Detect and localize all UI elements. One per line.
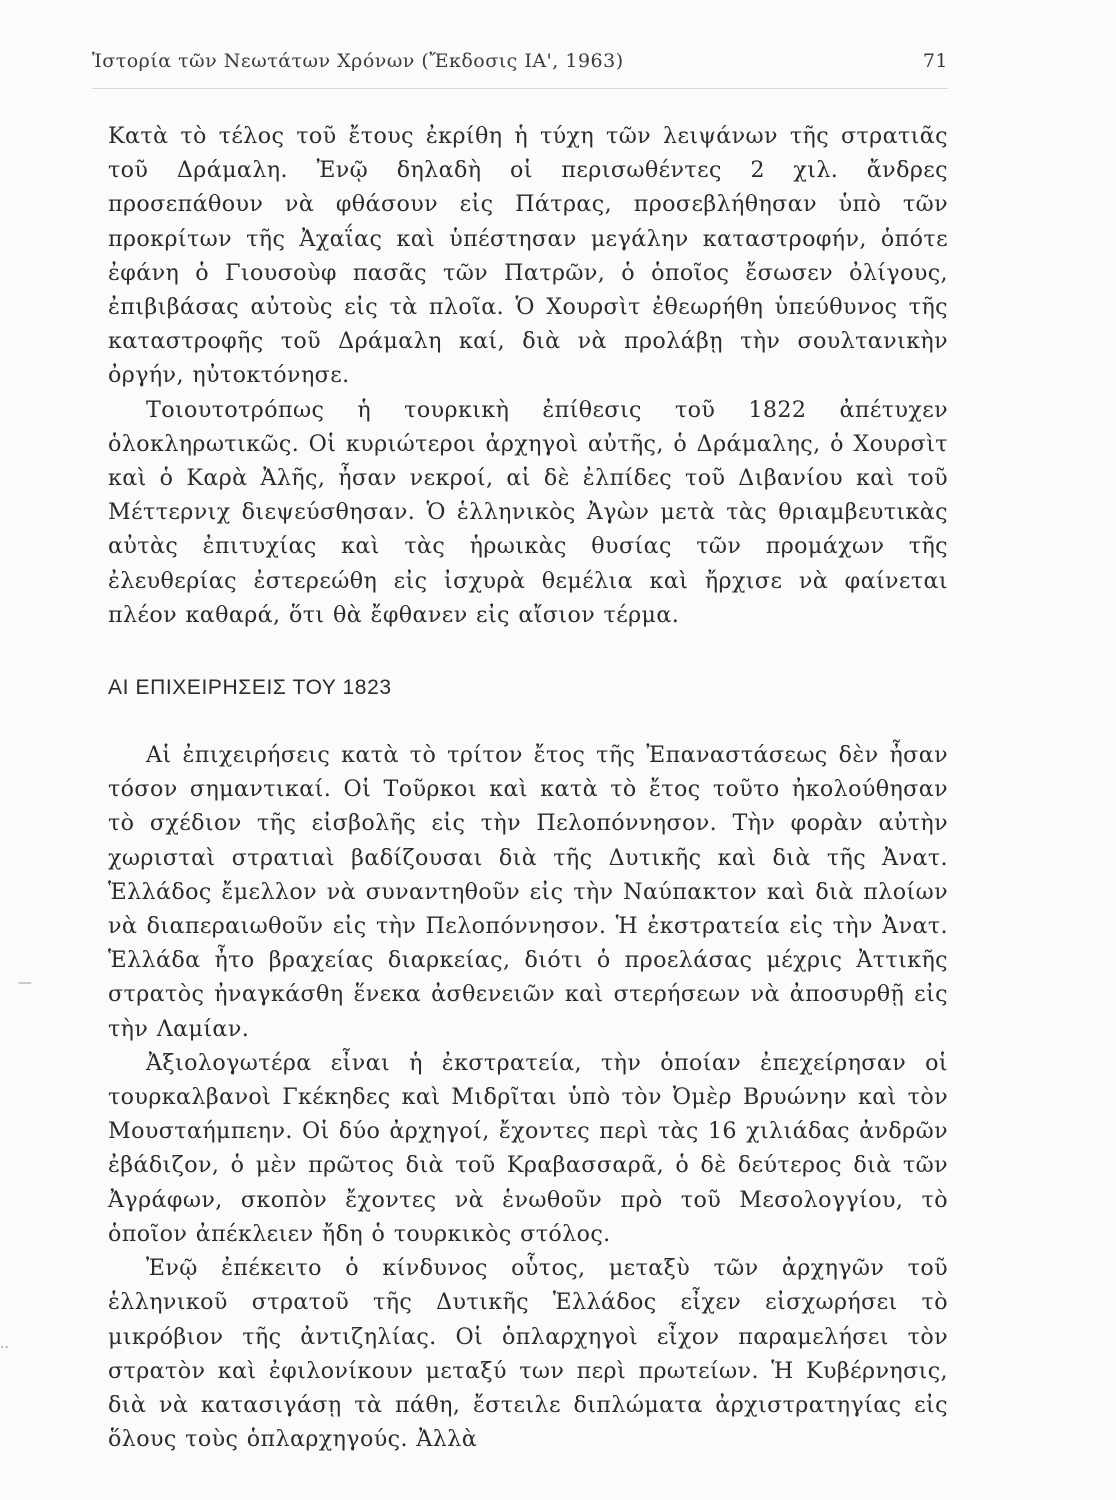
margin-dash: — <box>18 975 32 991</box>
running-header <box>92 50 948 80</box>
paragraph-4: Ἀξιολογωτέρα εἶναι ἡ ἐκστρατεία, τὴν ὁποίαν ἐπεχείρησαν οἱ τουρκαλβανοὶ Γκέκηδες καὶ Μιδρῖται ὑπὸ τὸν Ὀμὲρ Βρυώνην καὶ τὸν Μουσταήμπεην. Οἱ δύο ἀρχηγοί, ἔχοντες περὶ τὰς 16 χιλιάδας ἀνδρῶν ἐβάδιζον, ὁ μὲν πρῶτος διὰ τοῦ Κραβασσαρᾶ, ὁ δὲ δεύτερος διὰ τῶν Ἀγράφων, σκοπὸν ἔχοντες νὰ ἑνωθοῦν πρὸ τοῦ Μεσολογγίου, τὸ ὁποῖον ἀπέκλειεν ἤδη ὁ τουρκικὸς στόλος. <box>108 1049 948 1247</box>
body-text <box>108 119 948 1456</box>
page-number: 71 <box>922 50 948 72</box>
paragraph-1: Κατὰ τὸ τέλος τοῦ ἔτους ἐκρίθη ἡ τύχη τῶν λειψάνων τῆς στρατιᾶς τοῦ Δράμαλη. Ἐνῷ δηλαδὴ οἱ περισωθέντες 2 χιλ. ἄνδρες προσεπάθουν νὰ φθάσουν εἰς Πάτρας, προσεβλήθησαν ὑπὸ τῶν προκρίτων τῆς Ἀχαΐας καὶ ὑπέστησαν μεγάλην καταστροφήν, ὁπότε ἐφάνη ὁ Γιουσοὺφ πασᾶς τῶν Πατρῶν, ὁ ὁποῖος ἔσωσεν ὀλίγους, ἐπιβιβάσας αὐτοὺς εἰς τὰ πλοῖα. Ὁ Χουρσὶτ ἐθεωρήθη ὑπεύθυνος τῆς καταστροφῆς τοῦ Δράμαλη καί, διὰ νὰ προλάβῃ τὴν σουλτανικὴν ὀργήν, ηὐτοκτόνησε. <box>108 123 948 389</box>
paragraph-2: Τοιουτοτρόπως ἡ τουρκικὴ ἐπίθεσις τοῦ 1822 ἀπέτυχεν ὁλοκληρωτικῶς. Οἱ κυριώτεροι ἀρχηγοὶ αὐτῆς, ὁ Δράμαλης, ὁ Χουρσὶτ καὶ ὁ Καρὰ Ἀλῆς, ἦσαν νεκροί, αἱ δὲ ἐλπίδες τοῦ Διβανίου καὶ τοῦ Μέττερνιχ διεψεύσθησαν. Ὁ ἑλληνικὸς Ἀγὼν μετὰ τὰς θριαμβευτικὰς αὐτὰς ἐπιτυχίας καὶ τὰς ἡρωικὰς θυσίας τῶν προμάχων τῆς ἐλευθερίας ἐστερεώθη εἰς ἰσχυρὰ θεμέλια καὶ ἤρχισε νὰ φαίνεται πλέον καθαρά, ὅτι θὰ ἔφθανεν εἰς αἴσιον τέρμα. <box>108 396 948 628</box>
header-rule <box>92 88 948 89</box>
margin-dot: ·· <box>0 1340 9 1356</box>
paragraph-3: Αἱ ἐπιχειρήσεις κατὰ τὸ τρίτον ἔτος τῆς Ἐπαναστάσεως δὲν ἦσαν τόσον σημαντικαί. Οἱ Τοῦρκοι καὶ κατὰ τὸ ἔτος τοῦτο ἠκολούθησαν τὸ σχέδιον τῆς εἰσβολῆς εἰς τὴν Πελοπόννησον. Τὴν φορὰν αὐτὴν χωρισταὶ στρατιαὶ βαδίζουσαι διὰ τῆς Δυτικῆς καὶ διὰ τῆς Ἀνατ. Ἑλλάδος ἔμελλον νὰ συναντηθοῦν εἰς τὴν Ναύπακτον καὶ διὰ πλοίων νὰ διαπεραιωθοῦν εἰς τὴν Πελοπόννησον. Ἡ ἐκστρατεία εἰς τὴν Ἀνατ. Ἑλλάδα ἦτο βραχείας διαρκείας, διότι ὁ προελάσας μέχρις Ἀττικῆς στρατὸς ἠναγκάσθη ἕνεκα ἀσθενειῶν καὶ στερήσεων νὰ ἀποσυρθῇ εἰς τὴν Λαμίαν. <box>108 742 948 1042</box>
paragraph-5: Ἐνῷ ἐπέκειτο ὁ κίνδυνος οὗτος, μεταξὺ τῶν ἀρχηγῶν τοῦ ἑλληνικοῦ στρατοῦ τῆς Δυτικῆς Ἑλλάδος εἶχεν εἰσχωρήσει τὸ μικρόβιον τῆς ἀντιζηλίας. Οἱ ὁπλαρχηγοὶ εἶχον παραμελήσει τὸν στρατὸν καὶ ἐφιλονίκουν μεταξύ των περὶ πρωτείων. Ἡ Κυβέρνησις, διὰ νὰ κατασιγάσῃ τὰ πάθη, ἔστειλε διπλώματα ἀρχιστρατηγίας εἰς ὅλους τοὺς ὁπλαρχηγούς. Ἀλλὰ <box>108 1255 948 1453</box>
header-title: Ἱστορία τῶν Νεωτάτων Χρόνων (Ἔκδοσις ΙΑ', 1963) <box>92 50 624 72</box>
section-heading: ΑΙ ΕΠΙΧΕΙΡΗΣΕΙΣ ΤΟΥ 1823 <box>108 676 392 700</box>
